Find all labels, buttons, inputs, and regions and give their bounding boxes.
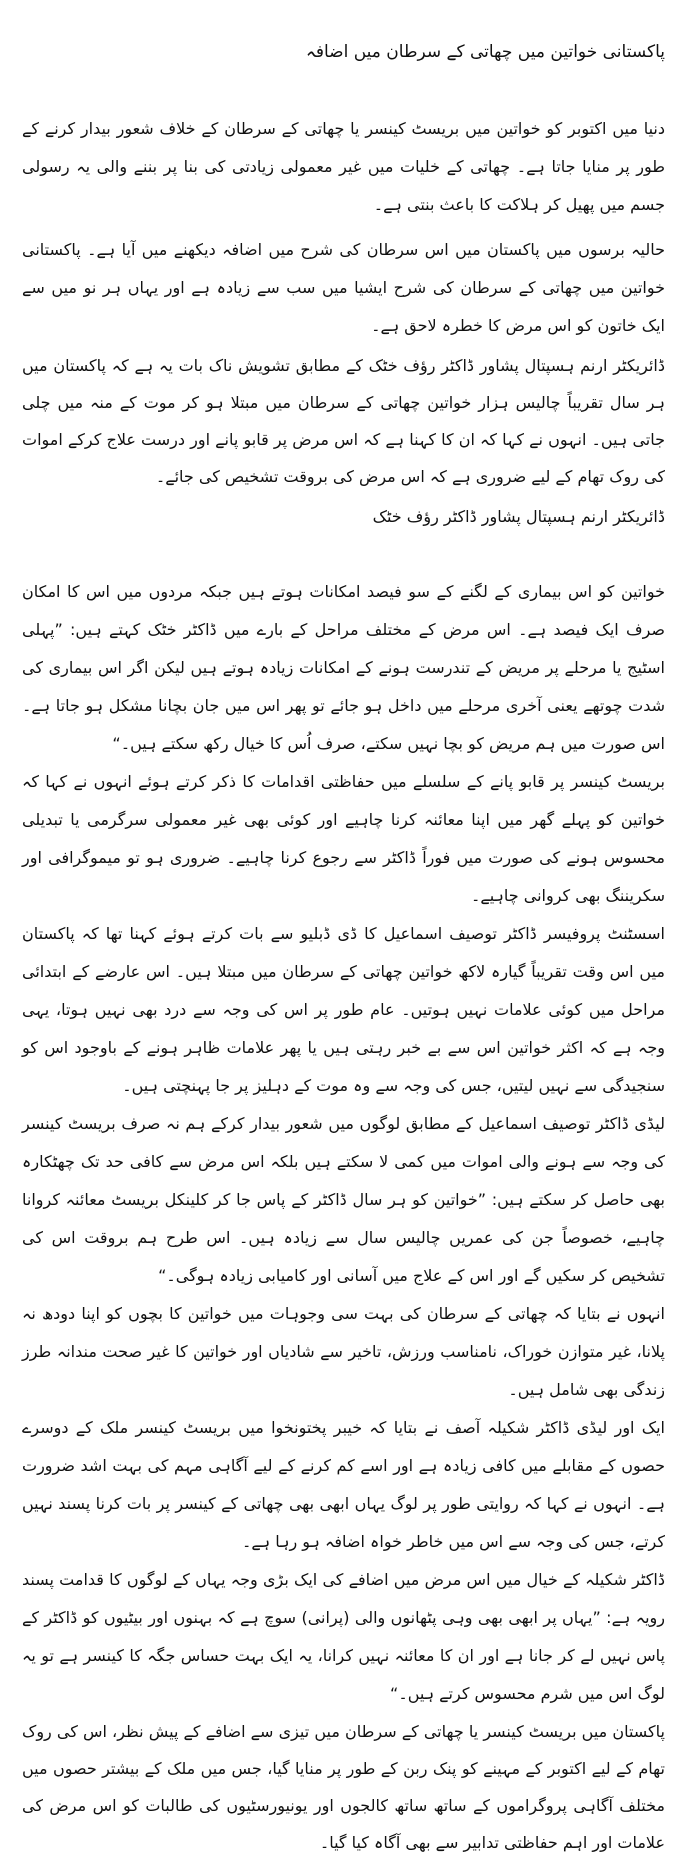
article-paragraph: حالیہ برسوں میں پاکستان میں اس سرطان کی شرح میں اضافہ دیکھنے میں آیا ہے۔ پاکستانی خواتین میں چھاتی کے سرطان کی شرح ایشیا میں سب سے زیادہ ہے اور یہاں ہر نو میں سے ایک خاتون کو اس مرض کا خطرہ لاحق ہے۔ xyxy=(22,240,665,335)
article-paragraph: دنیا میں اکتوبر کو خواتین میں بریسٹ کینسر یا چھاتی کے سرطان کے خلاف شعور بیدار کرنے کے طور پر منایا جاتا ہے۔ چھاتی کے خلیات میں غیر معمولی زیادتی کی بنا پر بننے والی یہ رسولی جسم میں پھیل کر ہلاکت کا باعث بنتی ہے۔ xyxy=(22,119,665,214)
article-paragraph: بریسٹ کینسر پر قابو پانے کے سلسلے میں حفاظتی اقدامات کا ذکر کرتے ہوئے انہوں نے کہا کہ خواتین کو پہلے گھر میں اپنا معائنہ کرنا چاہیے اور کوئی بھی غیر معمولی سرگرمی یا تبدیلی محسوس ہونے کی صورت میں فوراً ڈاکٹر سے رجوع کرنا چاہیے۔ ضروری ہو تو میموگرافی اور سکریننگ بھی کروانی چاہیے۔ xyxy=(22,772,665,905)
article-paragraph: ایک اور لیڈی ڈاکٹر شکیلہ آصف نے بتایا کہ خیبر پختونخوا میں بریسٹ کینسر ملک کے دوسرے حصوں کے مقابلے میں کافی زیادہ ہے اور اسے کم کرنے کے لیے آگاہی مہم کی بہت اشد ضرورت ہے۔ انہوں نے کہا کہ روایتی طور پر لوگ یہاں ابھی بھی چھاتی کے کینسر پر بات کرنا پسند نہیں کرتے، جس کی وجہ سے اس میں خاطر خواہ اضافہ ہو رہا ہے۔ xyxy=(22,1418,665,1551)
article-paragraph: ڈائریکٹر ارنم ہسپتال پشاور ڈاکٹر رؤف خٹک کے مطابق تشویش ناک بات یہ ہے کہ پاکستان میں ہر سال تقریباً چالیس ہزار خواتین چھاتی کے سرطان میں مبتلا ہو کر موت کے منہ میں چلی جاتی ہیں۔ انہوں نے کہا کہ ان کا کہنا ہے کہ اس مرض پر قابو پانے اور درست علاج کرکے اموات کی روک تھام کے لیے ضروری ہے کہ اس مرض کی بروقت تشخیص کی جائے۔ xyxy=(22,356,666,486)
article-paragraph: خواتین کو اس بیماری کے لگنے کے سو فیصد امکانات ہوتے ہیں جبکہ مردوں میں اس کا امکان صرف ایک فیصد ہے۔ اس مرض کے مختلف مراحل کے بارے میں ڈاکٹر خٹک کہتے ہیں: ”پہلی اسٹیج یا مرحلے پر مریض کے تندرست ہونے کے امکانات زیادہ ہوتے ہیں لیکن اگر اس بیماری کی شدت چوتھے یعنی آخری مرحلے میں داخل ہو جائے تو پھر اس میں جان بچانا مشکل ہو جاتا ہے۔ اس صورت میں ہم مریض کو بچا نہیں سکتے، صرف اُس کا خیال رکھ سکتے ہیں۔“ xyxy=(22,582,665,753)
article-paragraph: پاکستان میں بریسٹ کینسر یا چھاتی کے سرطان میں تیزی سے اضافے کے پیش نظر، اس کی روک تھام کے لیے اکتوبر کے مہینے کو پنک ربن کے طور پر منایا گیا، جس میں ملک کے بیشتر حصوں میں مختلف آگاہی پروگراموں کے ساتھ ساتھ کالجوں اور یونیورسٹیوں کی طالبات کو اس مرض کی علامات اور اہم حفاظتی تدابیر سے بھی آگاہ کیا گیا۔ xyxy=(22,1722,665,1852)
article-paragraph: اسسٹنٹ پروفیسر ڈاکٹر توصیف اسماعیل کا ڈی ڈبلیو سے بات کرتے ہوئے کہنا تھا کہ پاکستان میں اس وقت تقریباً گیارہ لاکھ خواتین چھاتی کے سرطان میں مبتلا ہیں۔ اس عارضے کے ابتدائی مراحل میں کوئی علامات نہیں ہوتیں۔ عام طور پر اس کی وجہ سے درد بھی نہیں ہوتا، یہی وجہ ہے کہ اکثر خواتین اس سے بے خبر رہتی ہیں یا پھر علامات ظاہر ہونے کے باوجود اس کو سنجیدگی سے نہیں لیتیں، جس کی وجہ سے وہ موت کے دہلیز پر جا پہنچتی ہیں۔ xyxy=(22,924,665,1095)
article-paragraph: ڈاکٹر شکیلہ کے خیال میں اس مرض میں اضافے کی ایک بڑی وجہ یہاں کے لوگوں کا قدامت پسند رویہ ہے: ”یہاں پر ابھی بھی وہی پٹھانوں والی (پرانی) سوچ ہے کہ بہنوں اور بیٹیوں کو ڈاکٹر کے پاس نہیں لے کر جانا ہے اور ان کا معائنہ نہیں کرانا، یہ ایک بہت حساس جگہ کا کینسر ہے تو یہ لوگ اس میں شرم محسوس کرتے ہیں۔“ xyxy=(22,1570,665,1703)
article-paragraph: لیڈی ڈاکٹر توصیف اسماعیل کے مطابق لوگوں میں شعور بیدار کرکے ہم نہ صرف بریسٹ کینسر کی وجہ سے ہونے والی اموات میں کمی لا سکتے ہیں بلکہ اس مرض سے کافی حد تک چھٹکارہ بھی حاصل کر سکتے ہیں: ”خواتین کو ہر سال ڈاکٹر کے پاس جا کر کلینکل بریسٹ معائنہ کروانا چاہیے، خصوصاً جن کی عمریں چالیس سال سے زیادہ ہیں۔ اس طرح ہم بروقت اس کی تشخیص کر سکیں گے اور اس کے علاج میں آسانی اور کامیابی زیادہ ہوگی۔“ xyxy=(22,1114,665,1285)
article-paragraph: انہوں نے بتایا کہ چھاتی کے سرطان کی بہت سی وجوہات میں خواتین کا بچوں کو اپنا دودھ نہ پلانا، غیر متوازن خوراک، نامناسب ورزش، تاخیر سے شادیاں اور خواتین کا غیر صحت مندانہ طرز زندگی بھی شامل ہیں۔ xyxy=(22,1304,665,1399)
article-subheading: ڈائریکٹر ارنم ہسپتال پشاور ڈاکٹر رؤف خٹک xyxy=(372,507,665,526)
article-title: پاکستانی خواتین میں چھاتی کے سرطان میں اضافہ xyxy=(305,42,665,62)
